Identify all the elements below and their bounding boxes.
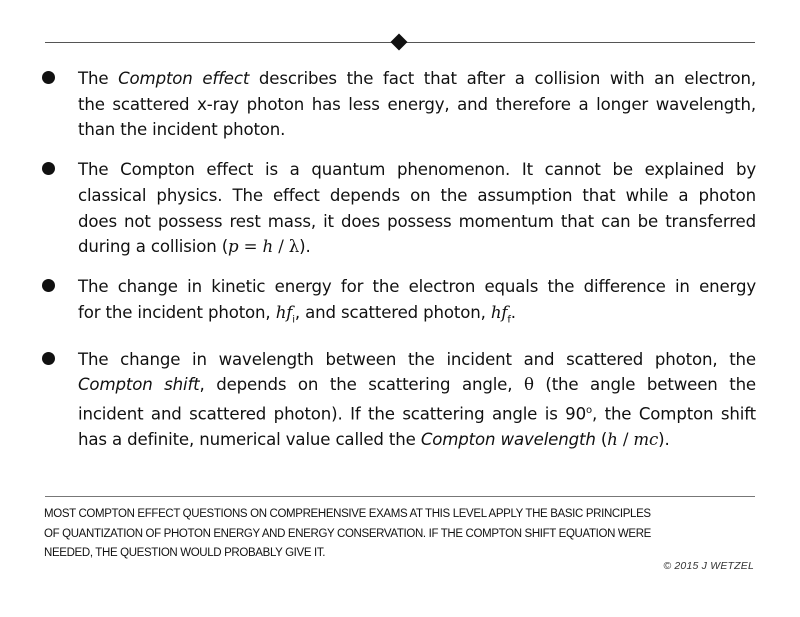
bullet-line: does not possess rest mass, it does possess momentum that can be transferred — [78, 211, 756, 231]
math-symbol: / — [617, 430, 634, 450]
bullet-line: The change in wavelength between the incident and scattered photon, the — [78, 349, 756, 369]
math-symbol: / λ — [273, 237, 300, 257]
footnote-line: OF QUANTIZATION OF PHOTON ENERGY AND ENERGY CONSERVATION. IF THE COMPTON SHIFT EQUATION WERE — [44, 527, 651, 540]
subscript: f — [507, 313, 511, 325]
bullet-dot-icon — [42, 162, 55, 175]
bullet-line: the scattered x-ray photon has less energy, and therefore a longer wavelength, — [78, 94, 756, 114]
footnote — [44, 505, 756, 564]
diamond-ornament-icon — [391, 34, 408, 51]
bullet-line: Compton shift, depends on the scattering angle, θ (the angle between the — [78, 375, 756, 395]
bullet-dot-icon — [42, 279, 55, 292]
math-symbol: h — [262, 237, 274, 257]
emphasis-term: Compton shift — [78, 375, 200, 395]
bullet-line: incident and scattered photon). If the scattering angle is 90$^o$, the Compton shift — [78, 404, 756, 424]
math-symbol: hf — [275, 302, 293, 322]
bullet-line: than the incident photon. — [78, 120, 286, 140]
bullet-text — [78, 66, 756, 143]
bullet-line: classical physics. The effect depends on the assumption that while a photon — [78, 185, 756, 205]
math-symbol: θ — [523, 375, 534, 395]
bullet-text — [78, 347, 756, 453]
math-symbol: mc — [633, 430, 659, 450]
bullet-item — [0, 347, 800, 453]
bullet-line: for the incident photon, $hf_i$, and scattered photon, $hf_f$. — [78, 302, 516, 325]
copyright-notice: © 2015 J WETZEL — [663, 560, 754, 572]
footnote-divider-line — [45, 496, 755, 497]
bullet-line: The Compton effect is a quantum phenomenon. It cannot be explained by — [78, 160, 756, 180]
bullet-item — [0, 274, 800, 333]
footnote-line: NEEDED, THE QUESTION WOULD PROBABLY GIVE IT. — [44, 547, 326, 559]
footnote-line: MOST COMPTON EFFECT QUESTIONS ON COMPREHENSIVE EXAMS AT THIS LEVEL APPLY THE BASIC PRINCIPLES — [44, 508, 651, 520]
bullet-item — [0, 157, 800, 260]
math-symbol: h — [607, 430, 618, 450]
math-symbol: = — [238, 237, 263, 257]
bullet-dot-icon — [42, 71, 55, 84]
bullet-text — [78, 274, 756, 333]
bullet-line: The Compton effect describes the fact that after a collision with an electron, — [78, 69, 756, 88]
bullet-text — [78, 157, 756, 260]
bullet-line: during a collision (p = h / λ). — [78, 237, 311, 257]
superscript: o — [586, 405, 592, 417]
bullet-list — [0, 66, 800, 467]
bullet-line: has a definite, numerical value called the Compton wavelength (h / mc). — [78, 430, 670, 450]
bullet-line: The change in kinetic energy for the electron equals the difference in energy — [78, 276, 756, 296]
math-symbol: p — [228, 237, 239, 257]
math-symbol: hf — [490, 302, 508, 322]
subscript: i — [292, 313, 295, 325]
bullet-item — [0, 66, 800, 143]
emphasis-term: Compton effect — [118, 69, 250, 88]
bullet-dot-icon — [42, 352, 55, 365]
emphasis-term: Compton wavelength — [420, 430, 596, 450]
